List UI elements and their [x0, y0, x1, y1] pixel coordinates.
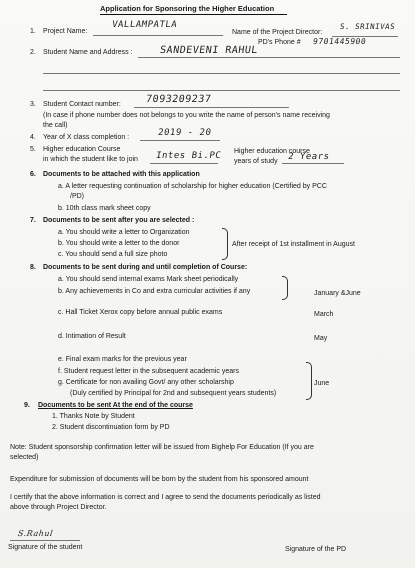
- address-line-3: [43, 90, 400, 91]
- q8-efg-side: June: [314, 380, 330, 387]
- contact-number-label: Student Contact number:: [43, 101, 121, 108]
- contact-note-line1: (In case if phone number does not belongs to you write the name of person's name receiving: [43, 112, 330, 119]
- student-signature-line: [10, 540, 80, 541]
- q7-item-b: b. You should write a letter to the donor: [58, 240, 180, 247]
- x-class-year-line: [140, 140, 220, 141]
- project-name-value: VALLAMPATLA: [111, 20, 178, 30]
- note-line1: Note: Student sponsorship confirmation letter will be issued from Bighelp For Education (If you are: [10, 444, 314, 451]
- q9-item-1: 1. Thanks Note by Student: [52, 413, 135, 420]
- student-signature: S.Rahul: [17, 529, 54, 538]
- q7-heading: Documents to be sent after you are selected :: [43, 217, 195, 224]
- q6-number: 6.: [30, 171, 36, 178]
- q8-d-side: May: [314, 335, 328, 342]
- q7-item-a: a. You should write a letter to Organization: [58, 229, 190, 236]
- certify-line2: above through Project Director.: [10, 504, 107, 511]
- q4-number: 4.: [30, 134, 36, 141]
- q8-item-g-note: (Duly certified by Principal for 2nd and subsequent years students): [70, 390, 277, 397]
- q7-side-note: After receipt of 1st installment in August: [232, 241, 355, 248]
- q8-ab-side: January &June: [314, 290, 361, 297]
- q8-item-d: d. Intimation of Result: [58, 333, 126, 340]
- director-label: Name of the Project Director:: [232, 29, 323, 36]
- q2-number: 2.: [30, 49, 36, 56]
- contact-number-value: 7093209237: [145, 94, 212, 105]
- address-line-1: [138, 57, 400, 58]
- student-signature-label: Signature of the student: [8, 544, 83, 551]
- title-underline: [100, 14, 287, 15]
- q9-item-2: 2. Student discontinuation form by PD: [52, 424, 170, 431]
- q8-c-side: March: [314, 311, 334, 318]
- course-label-line2: in which the student like to join: [43, 156, 138, 163]
- q6-item-a-line2: /PD): [70, 193, 84, 200]
- q8-heading: Documents to be sent during and until completion of Course:: [43, 264, 248, 271]
- years-value: 2 Years: [287, 152, 331, 162]
- certify-line1: I certify that the above information is correct and I agree to send the documents periodically as listed: [10, 494, 321, 501]
- q5-number: 5.: [30, 146, 36, 153]
- x-class-year-value: 2019 - 20: [157, 128, 212, 138]
- address-line-2: [43, 73, 400, 74]
- q8-item-f: f. Student request letter in the subsequent academic years: [58, 368, 239, 375]
- q1-number: 1.: [30, 28, 36, 35]
- contact-note-line2: the call): [43, 122, 68, 129]
- q6-heading: Documents to be attached with this application: [43, 171, 200, 178]
- pd-phone-label: PD's Phone #: [258, 39, 301, 46]
- q9-heading: Documents to be sent At the end of the course: [38, 402, 193, 409]
- q8-item-e: e. Final exam marks for the previous year: [58, 356, 187, 363]
- project-name-label: Project Name:: [43, 28, 88, 35]
- q8-item-a: a. You should send internal exams Mark sheet periodically: [58, 276, 239, 283]
- years-line: [282, 163, 344, 164]
- q6-item-a-line1: a. A letter requesting continuation of scholarship for higher education (Certified by PCC: [58, 183, 327, 190]
- q8-efg-brace: [306, 362, 312, 400]
- q7-item-c: c. You should send a full size photo: [58, 251, 168, 258]
- pd-signature-label: Signature of the PD: [285, 546, 347, 553]
- q8-item-g: g. Certificate for non availing Govt/ any other scholarship: [58, 379, 234, 386]
- director-value: S. SRINIVAS: [339, 22, 396, 31]
- q3-number: 3.: [30, 101, 36, 108]
- course-line: [150, 163, 218, 164]
- q7-number: 7.: [30, 217, 36, 224]
- course-label-line1: Higher education Course: [43, 146, 121, 153]
- course-value: Intes Bi.PC: [155, 151, 222, 161]
- q7-brace: [222, 228, 228, 260]
- form-title: Application for Sponsoring the Higher Education: [100, 4, 275, 13]
- years-label-line1: Higher education course: [234, 148, 310, 155]
- q6-item-b: b. 10th class mark sheet copy: [58, 205, 151, 212]
- note-line2: selected): [10, 454, 39, 461]
- q9-number: 9.: [24, 402, 30, 409]
- pd-phone-value: 9701445900: [312, 37, 367, 46]
- years-label-line2: years of study: [234, 158, 278, 165]
- q8-item-c: c. Hall Ticket Xerox copy before annual public exams: [58, 309, 223, 316]
- expenditure-note: Expenditure for submission of documents will be born by the student from his sponsored amount: [10, 476, 309, 483]
- q8-ab-brace: [282, 276, 288, 300]
- student-name-label: Student Name and Address :: [43, 49, 133, 56]
- x-class-year-label: Year of X class completion :: [43, 134, 130, 141]
- q8-number: 8.: [30, 264, 36, 271]
- q8-item-b: b. Any achievements in Co and extra curricular activities if any: [58, 288, 251, 295]
- student-name-value: SANDEVENI RAHUL: [159, 45, 259, 56]
- project-name-line: [93, 35, 223, 36]
- contact-number-line: [134, 107, 289, 108]
